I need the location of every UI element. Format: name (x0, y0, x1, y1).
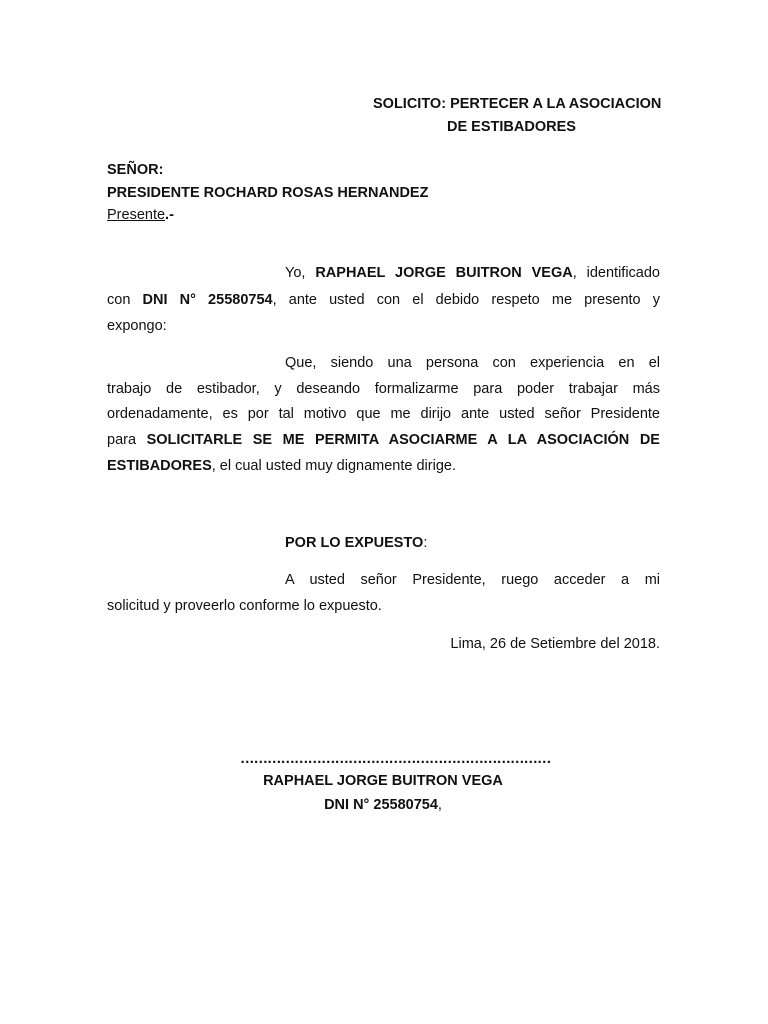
presente-text: Presente (107, 207, 166, 223)
closing-heading-suffix: : (423, 535, 428, 551)
p1-l1-name: RAPHAEL JORGE BUITRON VEGA (315, 265, 573, 281)
closing-line-1: A usted señor Presidente, ruego acceder a mi (285, 572, 660, 588)
p2-l4-a: para (107, 432, 147, 448)
date-line: Lima, 26 de Setiembre del 2018. (450, 636, 660, 652)
paragraph-2-line-3: ordenadamente, es por tal motivo que me dirijo ante usted señor Presidente (107, 406, 660, 422)
p1-l2-c: , ante usted con el debido respeto me presento y (272, 292, 660, 308)
salutation: SEÑOR: (107, 162, 164, 178)
closing-heading-text: POR LO EXPUESTO (285, 535, 424, 551)
paragraph-2-line-1: Que, siendo una persona con experiencia en el (285, 355, 660, 371)
p1-l1-c: , identificado (572, 265, 660, 281)
signature-dni-suffix: , (437, 797, 442, 813)
p1-l2-dni: DNI N° 25580754 (142, 292, 273, 308)
closing-heading (285, 534, 427, 552)
addressee-name: PRESIDENTE ROCHARD ROSAS HERNANDEZ (107, 185, 429, 201)
closing-line-2: solicitud y proveerlo conforme lo expuesto. (107, 598, 382, 614)
p2-l5-b: , el cual usted muy dignamente dirige. (211, 458, 456, 474)
paragraph-2-line-4 (107, 431, 660, 449)
signature-dni-text: DNI N° 25580754 (324, 797, 438, 813)
paragraph-1-line-1 (107, 264, 660, 282)
subject-line-1: SOLICITO: PERTECER A LA ASOCIACION (373, 96, 662, 112)
p1-l1-a: Yo, (285, 265, 316, 281)
paragraph-1-line-3: expongo: (107, 318, 167, 334)
signature-dni (240, 796, 526, 814)
signature-name: RAPHAEL JORGE BUITRON VEGA (263, 773, 503, 789)
p2-l4-request: SOLICITARLE SE ME PERMITA ASOCIARME A LA ASOCIACIÓN DE (146, 432, 660, 448)
paragraph-2-line-2: trabajo de estibador, y deseando formalizarme para poder trabajar más (107, 381, 660, 397)
presente-line (107, 206, 174, 224)
presente-suffix: .- (165, 207, 174, 223)
paragraph-2-line-5 (107, 457, 660, 475)
p2-l5-estibadores: ESTIBADORES (107, 458, 212, 474)
subject-line-2: DE ESTIBADORES (447, 119, 576, 135)
p1-l2-a: con (107, 292, 143, 308)
signature-dots: …………………………………………………………… (240, 751, 551, 767)
paragraph-1-line-2 (107, 291, 660, 309)
